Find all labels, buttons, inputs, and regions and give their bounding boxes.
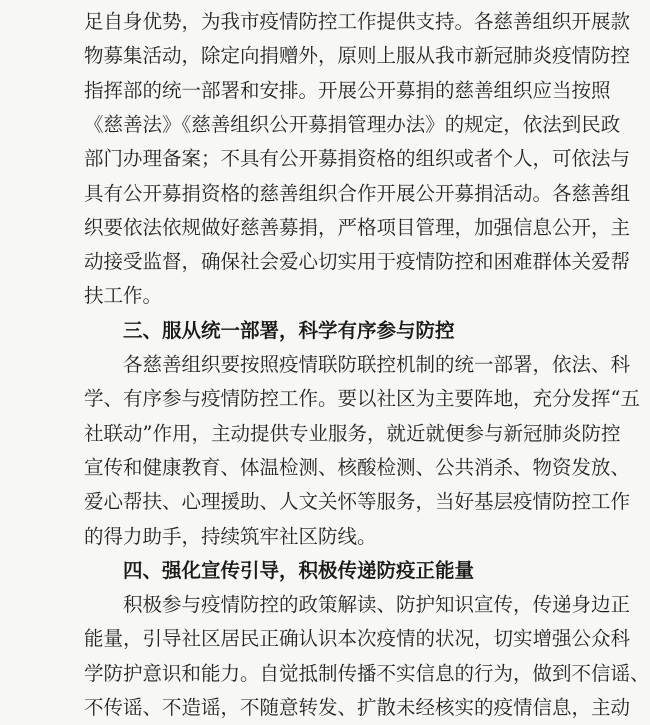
body-line: 爱心帮扶、心理援助、人文关怀等服务，当好基层疫情防控工作 bbox=[84, 490, 631, 514]
body-line: 学防护意识和能力。自觉抵制传播不实信息的行为，做到不信谣、 bbox=[84, 661, 650, 685]
body-line: 《慈善法》《慈善组织公开募捐管理办法》的规定，依法到民政 bbox=[84, 112, 621, 136]
section-heading-4: 四、强化宣传引导，积极传递防疫正能量 bbox=[123, 558, 475, 582]
body-line: 不传谣、不造谣，不随意转发、扩散未经核实的疫情信息，主动 bbox=[84, 696, 631, 719]
body-line: 的得力助手，持续筑牢社区防线。 bbox=[84, 524, 377, 548]
body-line: 指挥部的统一部署和安排。开展公开募捐的慈善组织应当按照 bbox=[84, 78, 611, 102]
body-line: 足自身优势，为我市疫情防控工作提供支持。各慈善组织开展款 bbox=[84, 10, 631, 33]
body-line: 学、有序参与疫情防控工作。要以社区为主要阵地，充分发挥“五 bbox=[84, 387, 640, 411]
body-line: 社联动”作用，主动提供专业服务，就近就便参与新冠肺炎防控 bbox=[84, 421, 621, 445]
body-line: 具有公开募捐资格的慈善组织合作开展公开募捐活动。各慈善组 bbox=[84, 181, 631, 205]
body-line: 部门办理备案；不具有公开募捐资格的组织或者个人，可依法与 bbox=[84, 147, 631, 171]
body-line: 积极参与疫情防控的政策解读、防护知识宣传，传递身边正 bbox=[123, 593, 631, 617]
body-line: 物募集活动，除定向捐赠外，原则上服从我市新冠肺炎疫情防控 bbox=[84, 44, 631, 68]
body-line: 扶工作。 bbox=[84, 284, 163, 308]
body-line: 动接受监督，确保社会爱心切实用于疫情防控和困难群体关爱帮 bbox=[84, 250, 631, 274]
body-line: 织要依法依规做好慈善募捐，严格项目管理，加强信息公开，主 bbox=[84, 215, 631, 239]
body-line: 能量，引导社区居民正确认识本次疫情的状况，切实增强公众科 bbox=[84, 627, 631, 651]
section-heading-3: 三、服从统一部署，科学有序参与防控 bbox=[123, 318, 455, 342]
body-line: 宣传和健康教育、体温检测、核酸检测、公共消杀、物资发放、 bbox=[84, 455, 631, 479]
body-line: 各慈善组织要按照疫情联防联控机制的统一部署，依法、科 bbox=[123, 353, 631, 376]
